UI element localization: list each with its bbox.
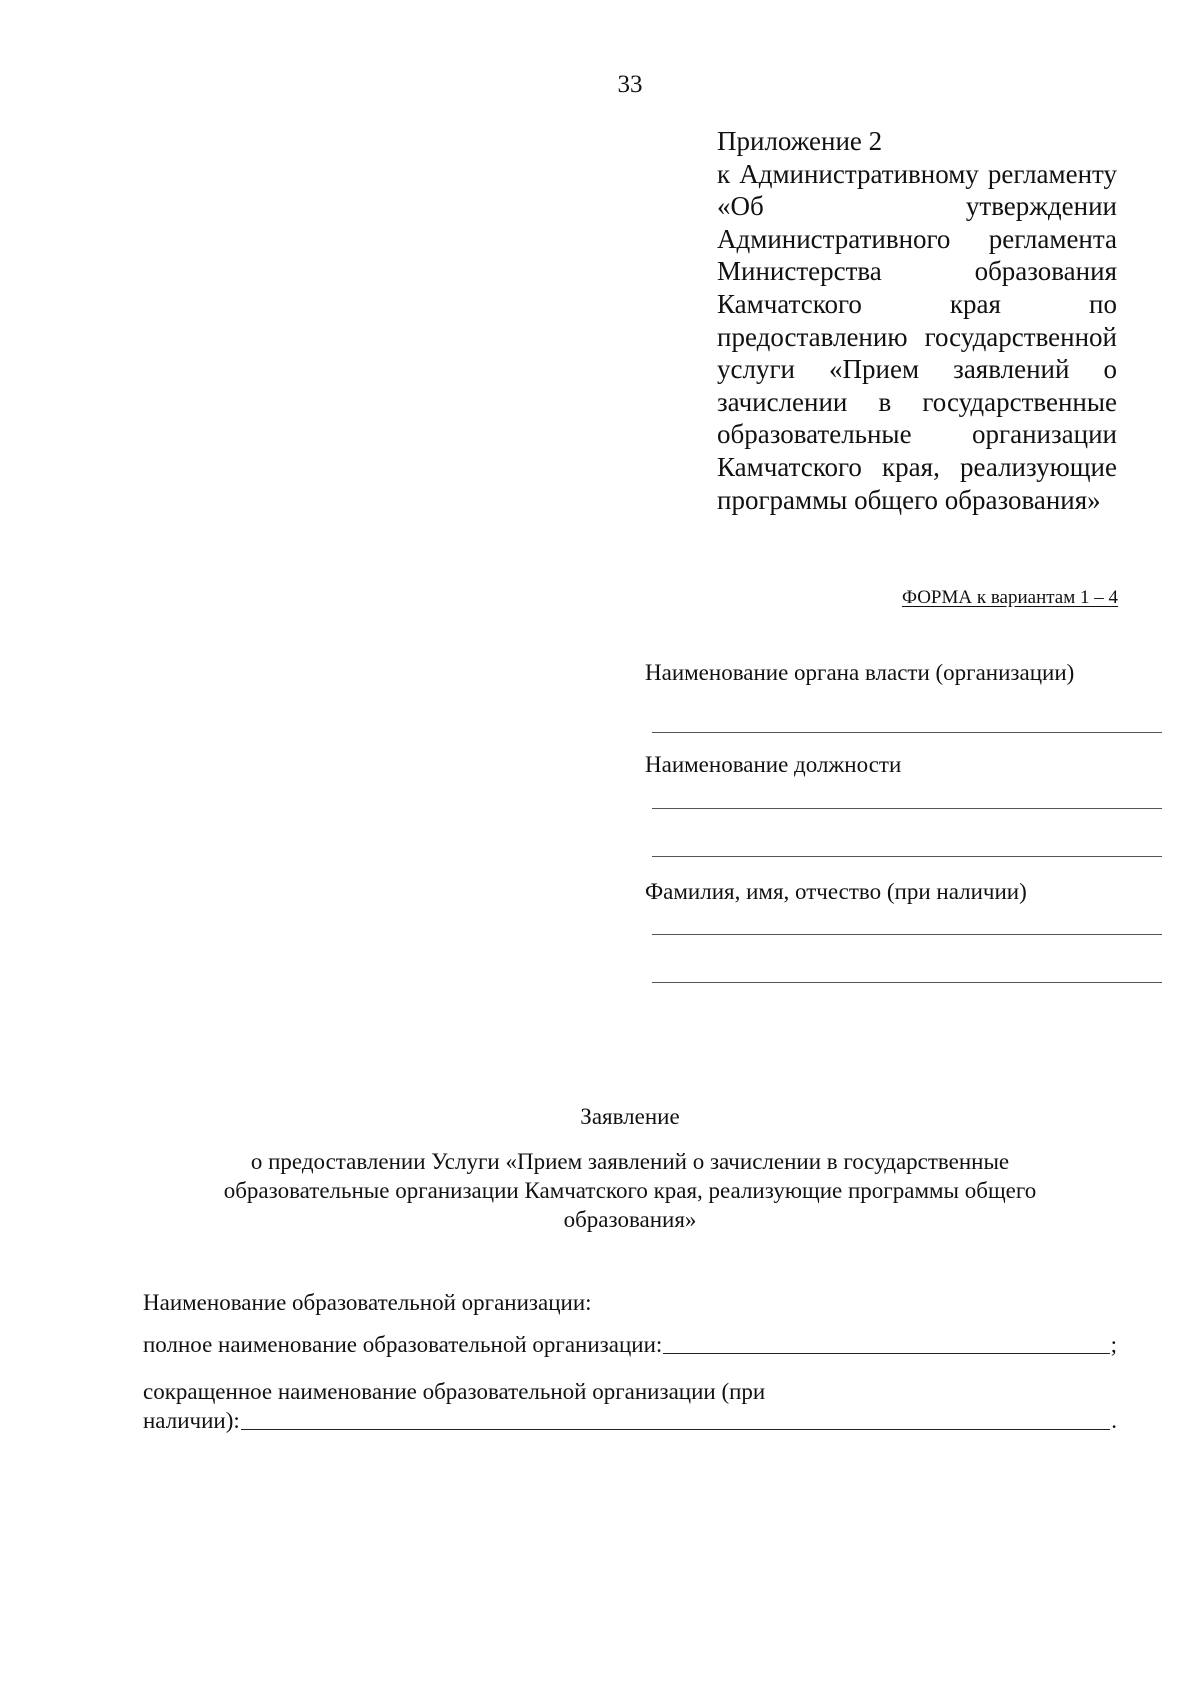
position-field-line-1[interactable]: [652, 808, 1162, 809]
short-name-row: [143, 1409, 1117, 1432]
full-name-label: полное наименование образовательной организации:: [143, 1332, 663, 1357]
authority-label: Наименование органа власти (организации): [645, 660, 1075, 685]
statement-title: Заявление: [580, 1104, 680, 1129]
appendix-text: к Административному регламенту «Об утверждении Административного регламента Министерства образования Камчатского края по предоставлению государственной услуги «Прием заявлений о зачислении в государственные образовательные организации Камчатского края, реализующие программы общего образования»: [717, 158, 1117, 515]
short-name-field[interactable]: [241, 1428, 1111, 1430]
authority-field-line[interactable]: [652, 732, 1162, 733]
statement-subject: о предоставлении Услуги «Прием заявлений о зачислении в государственные образовательные организации Камчатского края, реализующие программы общего образования»: [223, 1149, 1037, 1232]
page-number: 33: [617, 71, 643, 98]
form-note: [700, 588, 1118, 607]
full-name-end: ;: [1110, 1332, 1117, 1357]
appendix-block: [717, 125, 1117, 516]
short-name-label-cont: наличии):: [143, 1408, 240, 1433]
full-name-row: [143, 1333, 1117, 1356]
position-label: Наименование должности: [645, 752, 902, 777]
full-name-field[interactable]: [663, 1352, 1109, 1354]
name-field-line-2[interactable]: [652, 982, 1162, 983]
short-name-label: сокращенное наименование образовательной организации (при: [143, 1379, 766, 1404]
short-name-end: .: [1111, 1408, 1117, 1433]
name-label: Фамилия, имя, отчество (при наличии): [645, 879, 1027, 904]
position-field-line-2[interactable]: [652, 856, 1162, 857]
appendix-title: Приложение 2: [717, 126, 883, 156]
form-note-text: ФОРМА к вариантам 1 – 4: [901, 587, 1118, 608]
organization-heading: Наименование образовательной организации:: [143, 1290, 592, 1315]
name-field-line-1[interactable]: [652, 934, 1162, 935]
